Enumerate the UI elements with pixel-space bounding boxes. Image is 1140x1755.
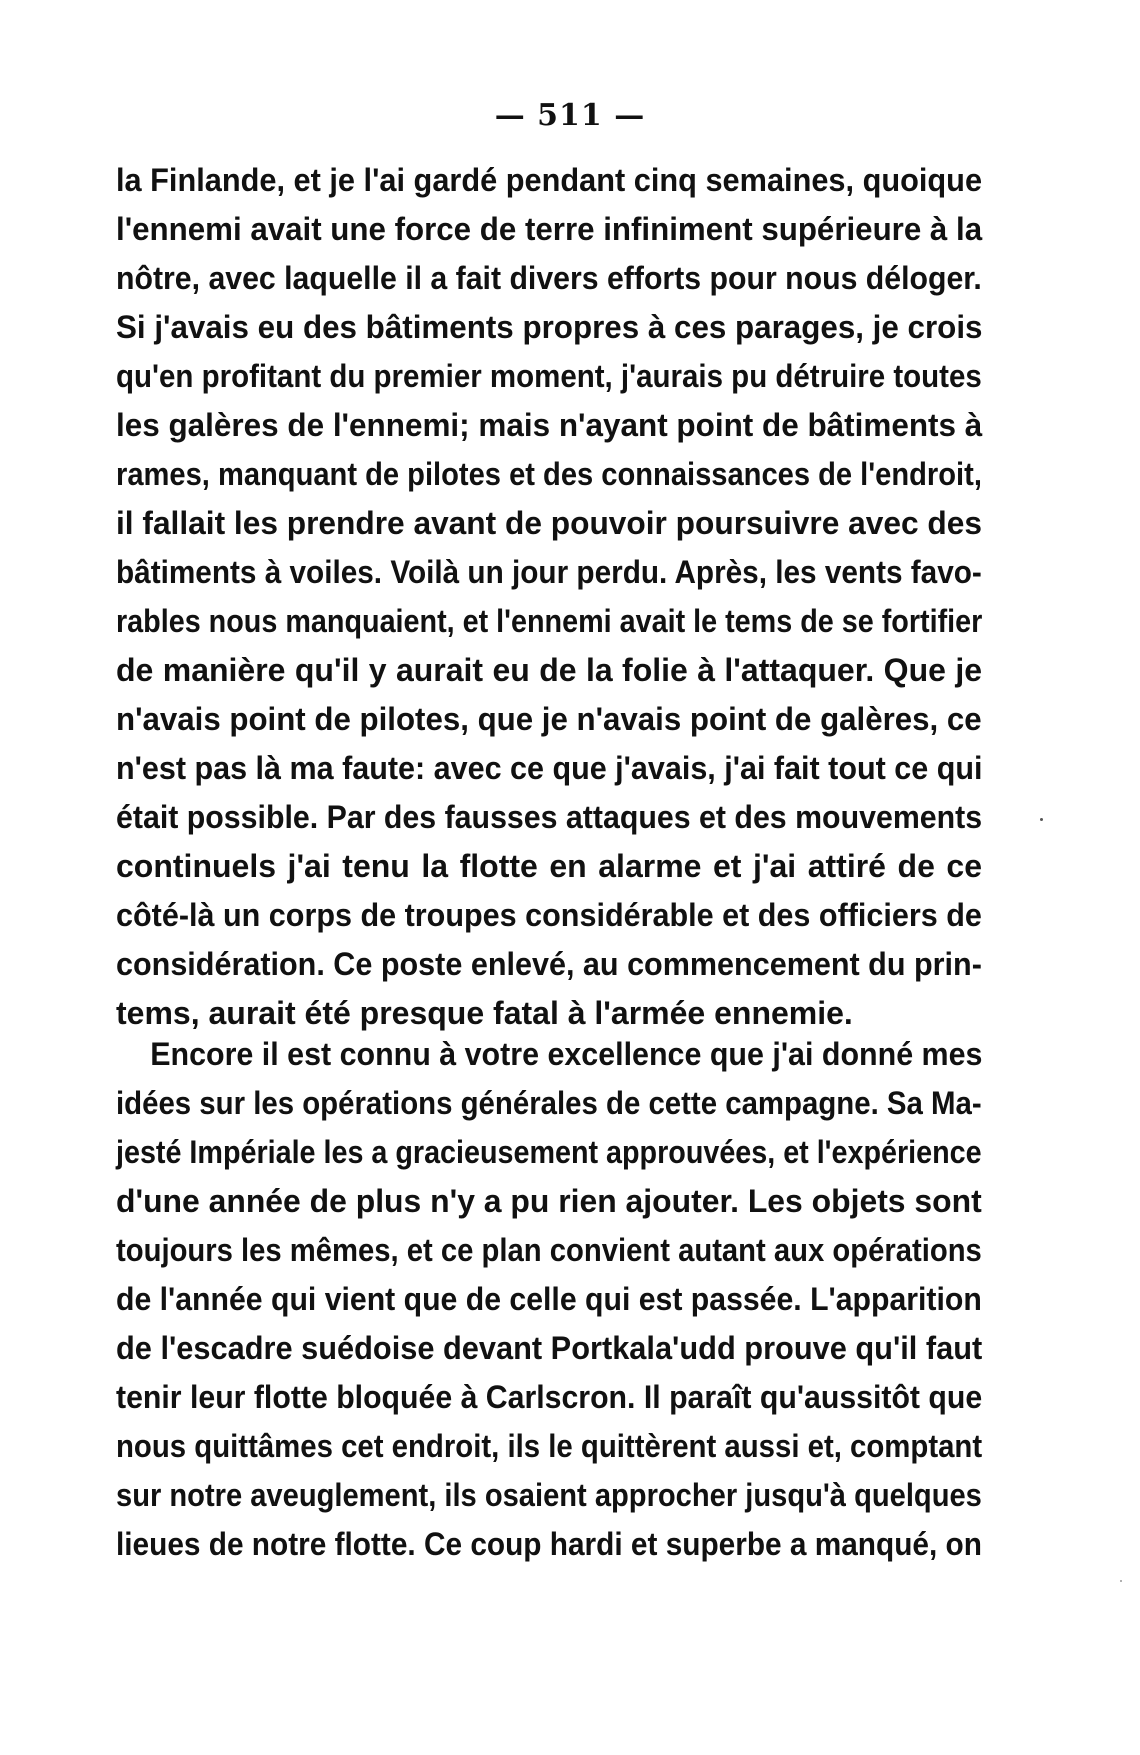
text-line: nôtre, avec laquelle il a fait divers efforts pour nous déloger.: [116, 260, 982, 296]
text-line: rames, manquant de pilotes et des connaissances de l'endroit,: [116, 456, 982, 492]
text-line: Si j'avais eu des bâtiments propres à ces parages, je crois: [116, 309, 983, 345]
text-line: l'ennemi avait une force de terre infiniment supérieure à la: [116, 211, 983, 247]
text-line: les galères de l'ennemi; mais n'ayant point de bâtiments à: [116, 407, 983, 443]
text-line: bâtiments à voiles. Voilà un jour perdu. Après, les vents favo-: [116, 554, 982, 590]
text-line: n'est pas là ma faute: avec ce que j'avais, j'ai fait tout ce qui: [116, 750, 983, 786]
text-line: considération. Ce poste enlevé, au commencement du prin-: [116, 946, 982, 982]
text-line: de l'escadre suédoise devant Portkala'udd prouve qu'il faut: [116, 1330, 983, 1366]
text-line: la Finlande, et je l'ai gardé pendant cinq semaines, quoique: [116, 162, 983, 198]
text-line: tenir leur flotte bloquée à Carlscron. Il paraît qu'aussitôt que: [116, 1379, 983, 1415]
text-line: était possible. Par des fausses attaques et des mouvements: [116, 799, 983, 835]
page-number: — 511 —: [494, 98, 646, 133]
text-line: côté-là un corps de troupes considérable et des officiers de: [116, 897, 982, 933]
text-line: de manière qu'il y aurait eu de la folie à l'attaquer. Que je: [116, 652, 982, 688]
paragraph-2: [116, 1030, 982, 1569]
text-line: tems, aurait été presque fatal à l'armée ennemie.: [116, 995, 853, 1031]
text-line: jesté Impériale les a gracieusement approuvées, et l'expérience: [116, 1134, 982, 1170]
text-line: n'avais point de pilotes, que je n'avais point de galères, ce: [116, 701, 982, 737]
text-line: toujours les mêmes, et ce plan convient autant aux opérations: [116, 1232, 982, 1268]
text-line: nous quittâmes cet endroit, ils le quittèrent aussi et, comptant: [116, 1428, 983, 1464]
print-speck: [1120, 1580, 1122, 1582]
text-line: sur notre aveuglement, ils osaient approcher jusqu'à quelques: [116, 1477, 982, 1513]
text-line: d'une année de plus n'y a pu rien ajouter. Les objets sont: [116, 1183, 982, 1219]
paragraph-1: [116, 156, 982, 1038]
text-line: lieues de notre flotte. Ce coup hardi et superbe a manqué, on: [116, 1526, 982, 1562]
text-line: rables nous manquaient, et l'ennemi avait le tems de se fortifier: [116, 603, 983, 639]
text-line: qu'en profitant du premier moment, j'aurais pu détruire toutes: [116, 358, 982, 394]
text-line: continuels j'ai tenu la flotte en alarme et j'ai attiré de ce: [116, 848, 982, 884]
text-line: il fallait les prendre avant de pouvoir poursuivre avec des: [116, 505, 982, 541]
text-line: de l'année qui vient que de celle qui est passée. L'apparition: [116, 1281, 982, 1317]
text-line: idées sur les opérations générales de cette campagne. Sa Ma-: [116, 1085, 982, 1121]
text-line: Encore il est connu à votre excellence que j'ai donné mes: [150, 1036, 983, 1072]
print-speck: [1040, 818, 1043, 821]
